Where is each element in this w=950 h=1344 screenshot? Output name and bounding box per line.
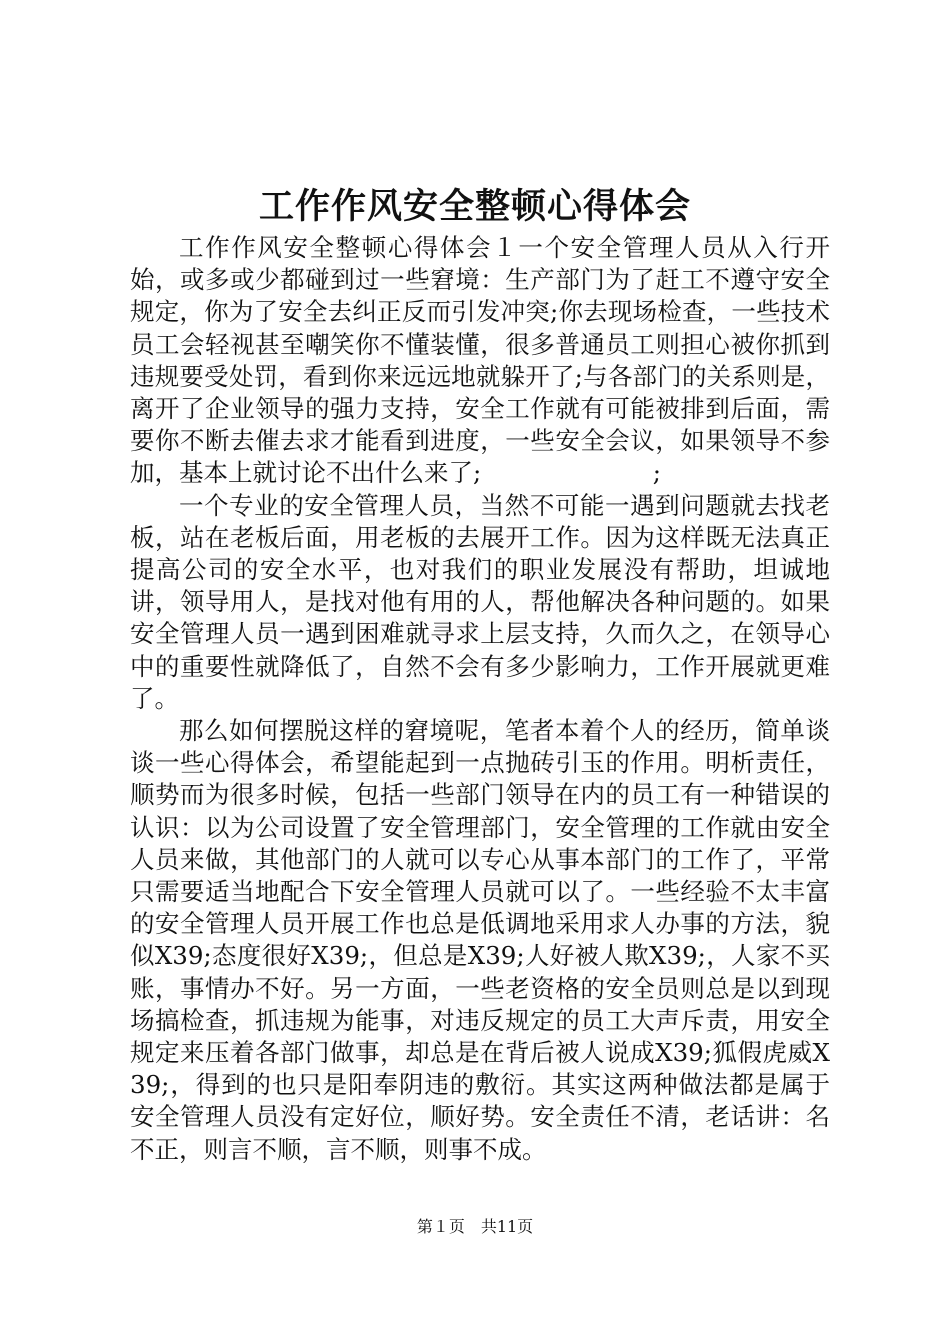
paragraph-2: 一个专业的安全管理人员，当然不可能一遇到问题就去找老板，站在老板后面，用老板的去展开工作。因为这样既无法真正提高公司的安全水平，也对我们的职业发展没有帮助，坦诚地讲，领导用人，是找对他有用的人，帮他解决各种问题的。如果安全管理人员一遇到困难就寻求上层支持，久而久之，在领导心中的重要性就降低了，自然不会有多少影响力，工作开展就更难了。 (130, 490, 830, 713)
page-footer: 第１页 共11页 (416, 1217, 534, 1236)
document-title: 工作作风安全整顿心得体会 (258, 186, 691, 227)
paragraph-1: 工作作风安全整顿心得体会１一个安全管理人员从入行开始，或多或少都碰到过一些窘境：生产部门为了赶工不遵守安全规定，你为了安全去纠正反而引发冲突;你去现场检查，一些技术员工会轻视甚至嘲笑你不懂装懂，很多普通员工则担心被你抓到违规要受处罚，看到你来远远地就躲开了;与各部门的关系则是，离开了企业领导的强力支持，安全工作就有可能被排到后面，需要你不断去催去求才能看到进度，一些安全会议，如果领导不参加，基本上就讨论不出什么来了; ; (130, 233, 830, 488)
paragraph-3: 那么如何摆脱这样的窘境呢，笔者本着个人的经历，简单谈谈一些心得体会，希望能起到一点抛砖引玉的作用。明析责任，顺势而为很多时候，包括一些部门领导在内的员工有一种错误的认识：以为公司设置了安全管理部门，安全管理的工作就由安全人员来做，其他部门的人就可以专心从事本部门的工作了，平常只需要适当地配合下安全管理人员就可以了。一些经验不太丰富的安全管理人员开展工作也总是低调地采用求人办事的方法，貌似X39;态度很好X39;，但总是X39;人好被人欺X39;，人家不买账，事情办不好。另一方面，一些老资格的安全员则总是以到现场搞检查，抓违规为能事，对违反规定的员工大声斥责，用安全规定来压着各部门做事，却总是在背后被人说成X39;狐假虎威X39;，得到的也只是阳奉阴违的敷衍。其实这两种做法都是属于安全管理人员没有定好位，顺好势。安全责任不清，老话讲：名不正，则言不顺，言不顺，则事不成。 (130, 716, 830, 1164)
document-body (130, 232, 830, 1166)
